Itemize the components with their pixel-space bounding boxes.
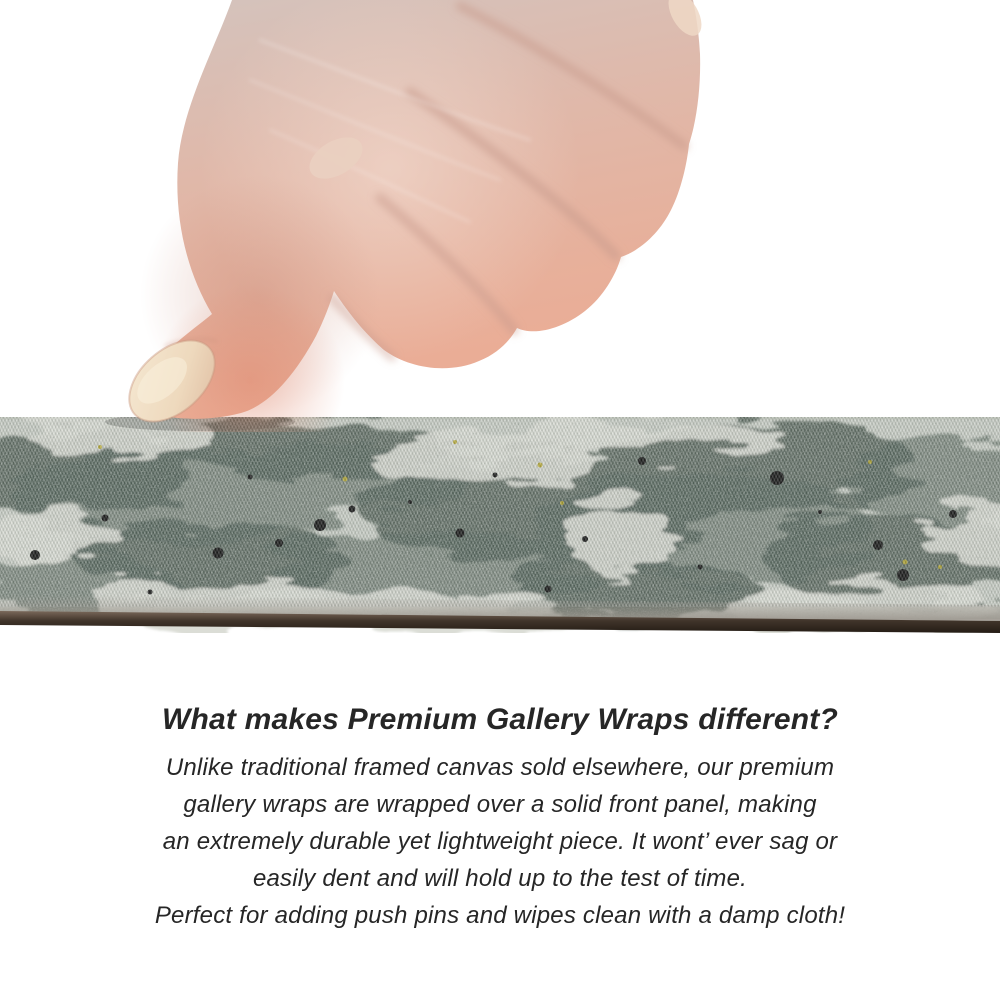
body-line: an extremely durable yet lightweight piece. It wont’ ever sag or — [162, 828, 838, 855]
body-line: Perfect for adding push pins and wipes clean with a damp cloth! — [154, 902, 846, 929]
canvas-edge-strip — [0, 417, 1000, 633]
body-line: gallery wraps are wrapped over a solid front panel, making — [183, 791, 817, 818]
heading: What makes Premium Gallery Wraps different? — [161, 703, 839, 736]
canvas-texture — [0, 417, 1000, 633]
caption-block — [0, 701, 1000, 934]
hand-photo — [110, 0, 710, 432]
body-line: easily dent and will hold up to the test of time. — [252, 865, 748, 892]
body-line: Unlike traditional framed canvas sold elsewhere, our premium — [165, 754, 835, 781]
canvas-sparkle — [0, 417, 1000, 619]
body-text — [0, 749, 1000, 934]
